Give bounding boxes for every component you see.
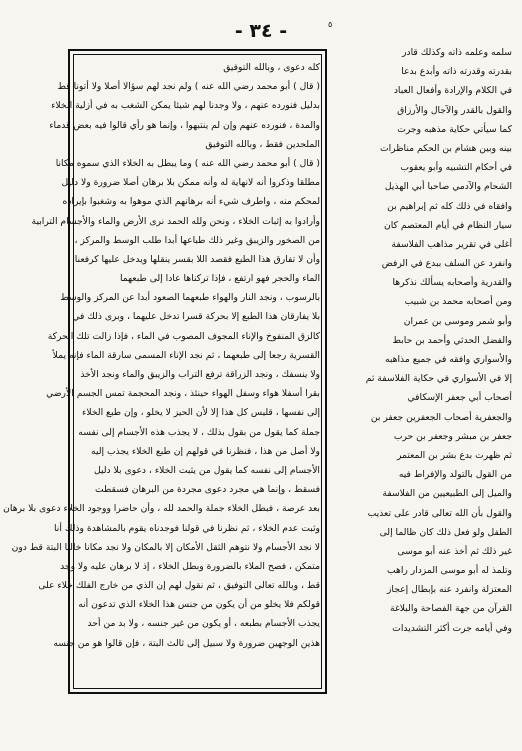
text-line: جملة كما يقول من بقول بذلك ، لا يجذب هذه الأجسام إلى نفسه (78, 426, 320, 438)
text-line: غير ذلك ثم أخذ عنه أبو موسى (397, 545, 512, 557)
text-line: من الصخور والزيبق وغير ذلك طباعها أبدا طلب الوسط والمركز ، (74, 234, 320, 246)
text-line: كالزق المنفوخ والإناء المجوف المصوب في الماء ، فإذا زالت تلك الحركة (47, 330, 320, 342)
text-line: فسقط ، وإنما هي مجرد دعوى مجردة من البرهان فسقطت (94, 484, 320, 496)
text-line: متمكن ، فصح الملاء بالضرورة وبطل الخلاء ، إذ لا برهان عليه ولا وجد (60, 560, 320, 572)
text-line: والأسواري وافقه في جميع مذاهبه (384, 354, 512, 365)
text-line: والفضل الحدثي وأحمد بن حابط (392, 334, 512, 346)
text-line: الشحام والآدمي صاحبا أبي الهذيل (384, 181, 512, 193)
text-line: الملحدين فقط ، وبالله التوفيق (205, 138, 320, 150)
page-mark: ٥ (328, 20, 333, 29)
text-line: لمحكم منه ، واطرف شيء أنه برهانهم الذي موهوا به وشغبوا بإيراده (62, 196, 320, 208)
text-line: كله دعوى ، وبالله التوفيق (223, 62, 320, 73)
text-line: وانفرد عن السلف ببدع في الرفض (381, 258, 512, 270)
text-line: والمدة ، فنورده عنهم وإن لم ينتبهوا ، وإنما هو رأي قالوا فيه بعض قدماء (49, 119, 320, 131)
text-line: إلا في الأسواري في حكاية الفلاسفة ثم (365, 373, 512, 385)
text-line: وأن لا تفارق هذا الطبع فقصد اللا بقسر ينقلها ويدخل عليها كرفعنا (74, 253, 320, 265)
text-line: ( قال ) أبو محمد رضي الله عنه ) ولم نجد لهم سؤالا أصلا ولا أتونا قط (57, 81, 320, 93)
text-line: كما سيأتي حكاية مذهبه وجرت (397, 123, 512, 135)
text-line: ولا ينسفك ، ونجد الزراقة ترفع التراب والزيبق والماء ونجد الأخذ (80, 369, 320, 380)
text-line: القرآن من جهة الفصاحة والبلاغة (390, 603, 512, 615)
text-line: في الكلام والإرادة وأفعال العباد (393, 85, 512, 97)
text-line: القسرية رجعا إلى طبعهما ، ثم نجد الإناء المسمى سارقة الماء فإنه يملأ (52, 349, 320, 361)
text-line: أغلى في تقرير مذاهب الفلاسفة (391, 238, 512, 250)
text-line: من القول بالتولد والإفراط فيه (398, 469, 512, 481)
marginal-text-column (336, 43, 512, 634)
text-line: بدليل فنورده عنهم ، ولا وجدنا لهم شيئا يمكن الشغب به في أزلية الخلاء (51, 100, 320, 112)
text-line: ولا أصل من هذا ، فنظرنا في قولهم إن طبع الخلاء يجذب إليه (91, 445, 320, 457)
text-line: ثم ظهرت بدع بشر بن المعتمر (396, 449, 512, 461)
text-line: مطلقا وذكروا أنه لانهاية له وأنه ممكن بلا برهان أصلا ضرورة ولا دليل (61, 177, 320, 189)
text-line: والقدرية وأصحابه يسألك نذكرها (392, 277, 512, 289)
text-line: وفي أيامه جرت أكثر التشديدات (392, 622, 512, 634)
text-line: بالرسوب ، ونجد النار والهواء طبعهما الصعود أبدا عن المركز والوسط (60, 292, 320, 304)
text-line: الأجسام إلى نفسه كما يقول من يثبت الخلاء ، دعوى بلا دليل (94, 464, 320, 476)
text-line: وأبو شمر وموسى بن عمران (403, 315, 512, 327)
text-line: قط ، وبالله تعالى التوفيق ، ثم نقول لهم إن الذي من خارج الفلك خلاء على (38, 580, 320, 592)
text-line: ومن أصحابه محمد بن شبيب (404, 296, 512, 308)
text-line: لا نجد الأجسام ولا نتوهم الثقل الأمكان إلا بالمكان ولا نجد مكانا خاليا البتة قط دون (11, 541, 320, 553)
main-text-column (3, 58, 320, 688)
text-line: بقرا أسفلا هواء وسفل الهواء حينئذ ، ونجد المحجمة تمس الجسم الأرضي (46, 388, 320, 400)
text-line: بينه وبين هشام بن الحكم مناظرات (379, 142, 512, 154)
text-line: وثبت عدم الخلاء ، ثم نظرنا في قولنا فوجدناه يقوم بالمشاهدة وذلك أنا (54, 522, 320, 534)
text-line: جعفر بن مبشر وجعفر بن حرب (393, 430, 512, 442)
text-line: المعتزلة وانفرد عنه بإبطال إعجاز (386, 584, 512, 596)
text-line: سيار النظام في أيام المعتصم كان (384, 219, 512, 231)
text-line: ( قال ) أبو محمد رضي الله عنه ) وما يبطل به الخلاء الذي سموه مكانا (55, 157, 320, 169)
text-line: والجعفرية أصحاب الجعفرين جعفر بن (370, 411, 512, 423)
text-line: الماء والحجر فهو ارتفع ، فإذا تركناها عادا إلى طبعهما (119, 273, 320, 285)
text-line: بعد عرصة ، فبطل الخلاء جملة والحمد لله ، وأن حاضرا ووجود الخلاء دعوى بلا برهان (3, 503, 320, 515)
text-line: يجذب الأجسام بطبعه ، أو يكون من غير جنسه ، ولا بد من أحد (87, 618, 320, 630)
text-line: والميل إلى الطبيعيين من الفلاسفة (382, 488, 512, 500)
text-line: هذين الوجهين ضرورة ولا سبيل إلى ثالث البتة ، فإن قالوا هو من جنسه (53, 637, 320, 649)
text-line: والقول بالقدر والآجال والأرزاق (397, 104, 512, 116)
text-line: وتلمذ له أبو موسى المزدار راهب (386, 565, 512, 577)
text-line: وافقاه في ذلك كله ثم إبراهيم بن (387, 200, 512, 212)
text-line: أصحاب أبي جعفر الإسكافي (407, 392, 512, 404)
text-line: في أحكام التشبيه وأبو يعقوب (400, 162, 512, 174)
page-number: - ٣٤ - (234, 20, 288, 42)
text-line: سلمه وعلمه ذاته وكذلك قادر (402, 47, 512, 58)
text-line: بقدرته وقدرته ذاته وأبدع بدعا (401, 66, 512, 78)
text-line: قولكم فلا يخلو من أن يكون من جنس هذا الخلاء الذي تدعون أنه (78, 599, 320, 611)
text-line: والقول بأن الله تعالى قادر على تعذيب (367, 507, 512, 519)
text-line: الطفل ولو فعل ذلك كان ظالما إلى (379, 526, 512, 538)
text-line: بلا يفارقان هذا الطبع إلا بحركة قسرا تدخل عليهما ، وبرى ذلك في (72, 311, 320, 323)
text-line: إلى نفسها ، قليس كل هذا إلا لأن الحيز لا يخلو ، وإن طبع الخلاء (82, 407, 320, 419)
text-line: وأرادوا به إثبات الخلاء ، ونحن ولله الحمد نرى الأرض والماء والأجسام الترابية (31, 215, 320, 227)
